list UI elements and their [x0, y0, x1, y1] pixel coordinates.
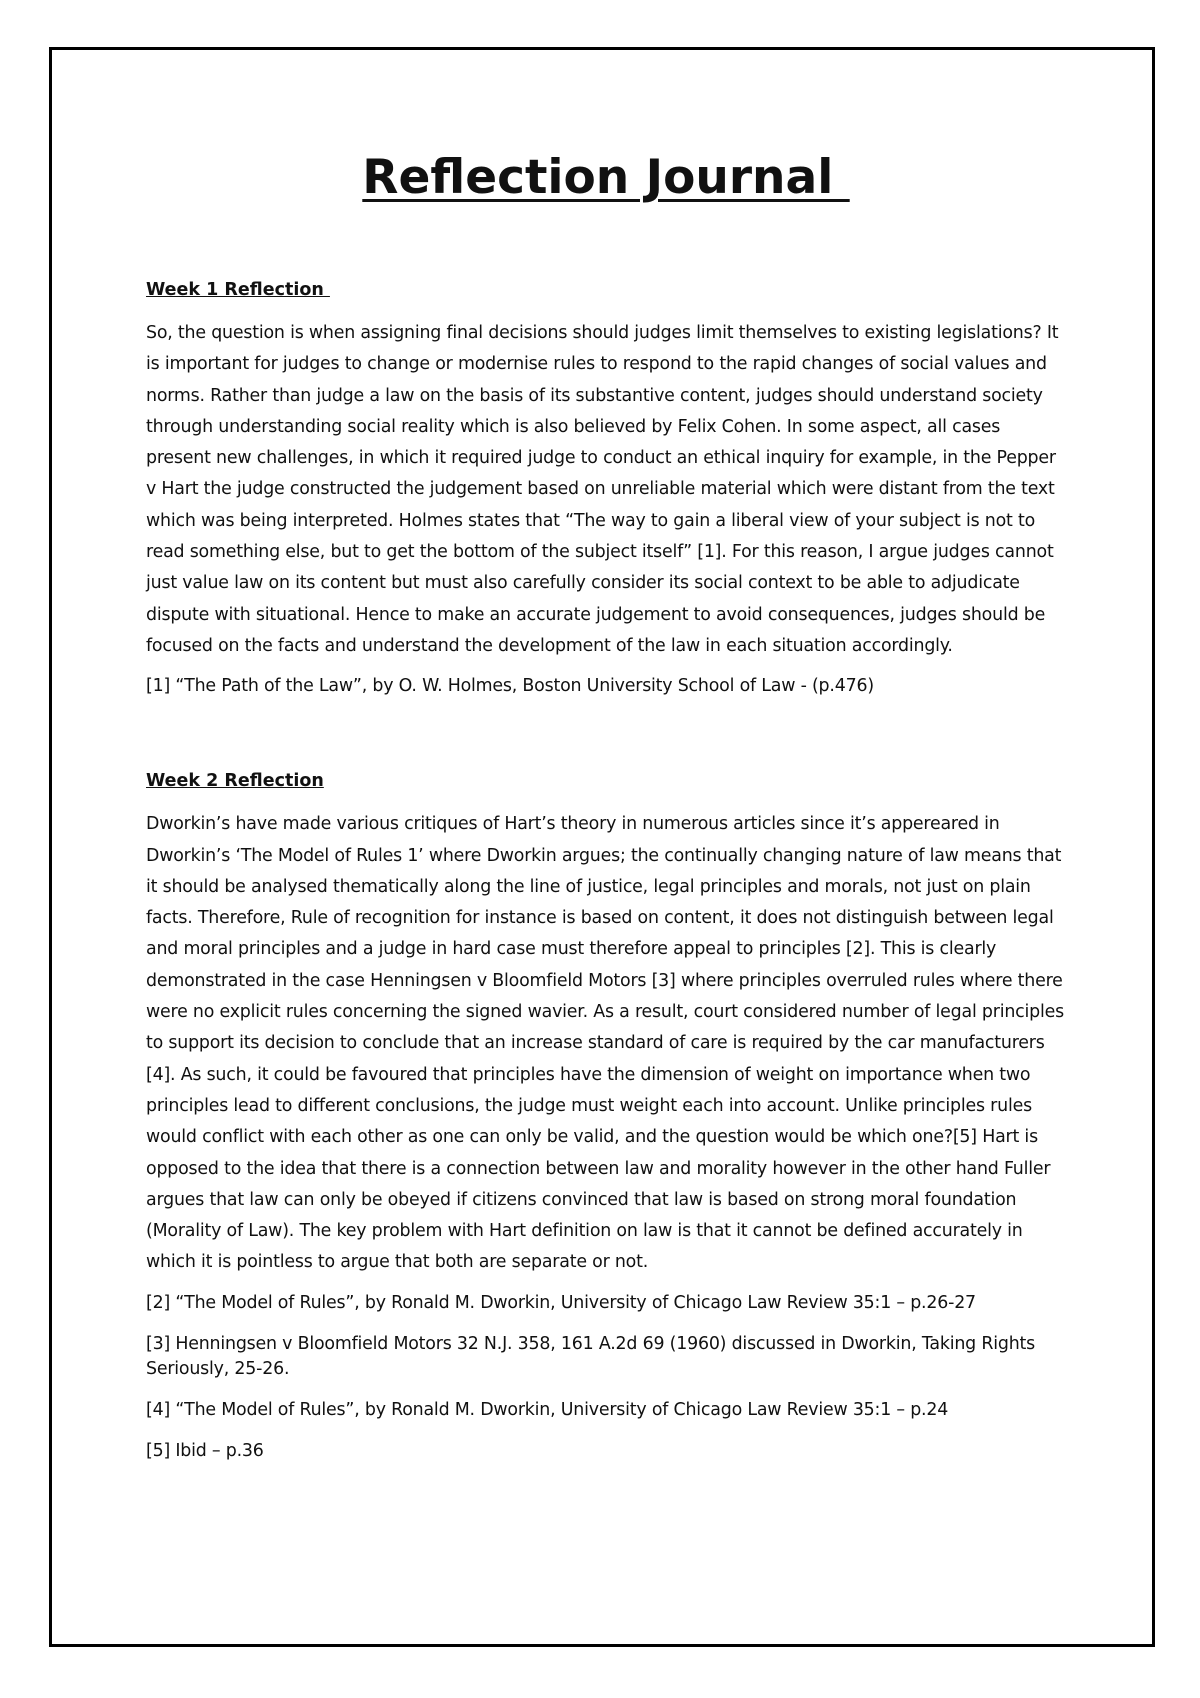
reference-2: [2] “The Model of Rules”, by Ronald M. Dworkin, University of Chicago Law Review 35:1 – p.26-27	[146, 1292, 976, 1313]
week-1-section	[146, 278, 1066, 699]
reference-1: [1] “The Path of the Law”, by O. W. Holmes, Boston University School of Law - (p.476)	[146, 676, 874, 697]
week-1-heading: Week 1 Reflection	[146, 280, 330, 300]
week-2-section	[146, 769, 1066, 1463]
reference-5: [5] Ibid – p.36	[146, 1440, 264, 1461]
document-body	[146, 150, 1066, 1464]
document-title: Reflection Journal	[362, 150, 850, 205]
week-1-paragraph: So, the question is when assigning final decisions should judges limit themselves to existing legislations? It is important for judges to change or modernise rules to respond to the rapid changes of social values and norms. Rather than judge a law on the basis of its substantive content, judges should understand society through understanding social reality which is also believed by Felix Cohen. In some aspect, all cases present new challenges, in which it required judge to conduct an ethical inquiry for example, in the Pepper v Hart the judge constructed the judgement based on unreliable material which were distant from the text which was being interpreted. Holmes states that “The way to gain a liberal view of your subject is not to read something else, but to get the bottom of the subject itself” [1]. For this reason, I argue judges cannot just value law on its content but must also carefully consider its social context to be able to adjudicate dispute with situational. Hence to make an accurate judgement to avoid consequences, judges should be focused on the facts and understand the development of the law in each situation accordingly.	[146, 323, 1059, 656]
week-2-heading: Week 2 Reflection	[146, 771, 324, 792]
reference-4: [4] “The Model of Rules”, by Ronald M. Dworkin, University of Chicago Law Review 35:1 – p.24	[146, 1399, 949, 1420]
reference-3: [3] Henningsen v Bloomfield Motors 32 N.J. 358, 161 A.2d 69 (1960) discussed in Dworkin, Taking Rights Seriously, 25-26.	[146, 1333, 1036, 1379]
week-2-paragraph: Dworkin’s have made various critiques of Hart’s theory in numerous articles since it’s appereared in Dworkin’s ‘The Model of Rules 1’ where Dworkin argues; the continually changing nature of law means that it should be analysed thematically along the line of justice, legal principles and morals, not just on plain facts. Therefore, Rule of recognition for instance is based on content, it does not distinguish between legal and moral principles and a judge in hard case must therefore appeal to principles [2]. This is clearly demonstrated in the case Henningsen v Bloomfield Motors [3] where principles overruled rules where there were no explicit rules concerning the signed wavier. As a result, court considered number of legal principles to support its decision to conclude that an increase standard of care is required by the car manufacturers [4]. As such, it could be favoured that principles have the dimension of weight on importance when two principles lead to different conclusions, the judge must weight each into account. Unlike principles rules would conflict with each other as one can only be valid, and the question would be which one?[5] Hart is opposed to the idea that there is a connection between law and morality however in the other hand Fuller argues that law can only be obeyed if citizens convinced that law is based on strong moral foundation (Morality of Law). The key problem with Hart definition on law is that it cannot be defined accurately in which it is pointless to argue that both are separate or not.	[146, 814, 1064, 1273]
